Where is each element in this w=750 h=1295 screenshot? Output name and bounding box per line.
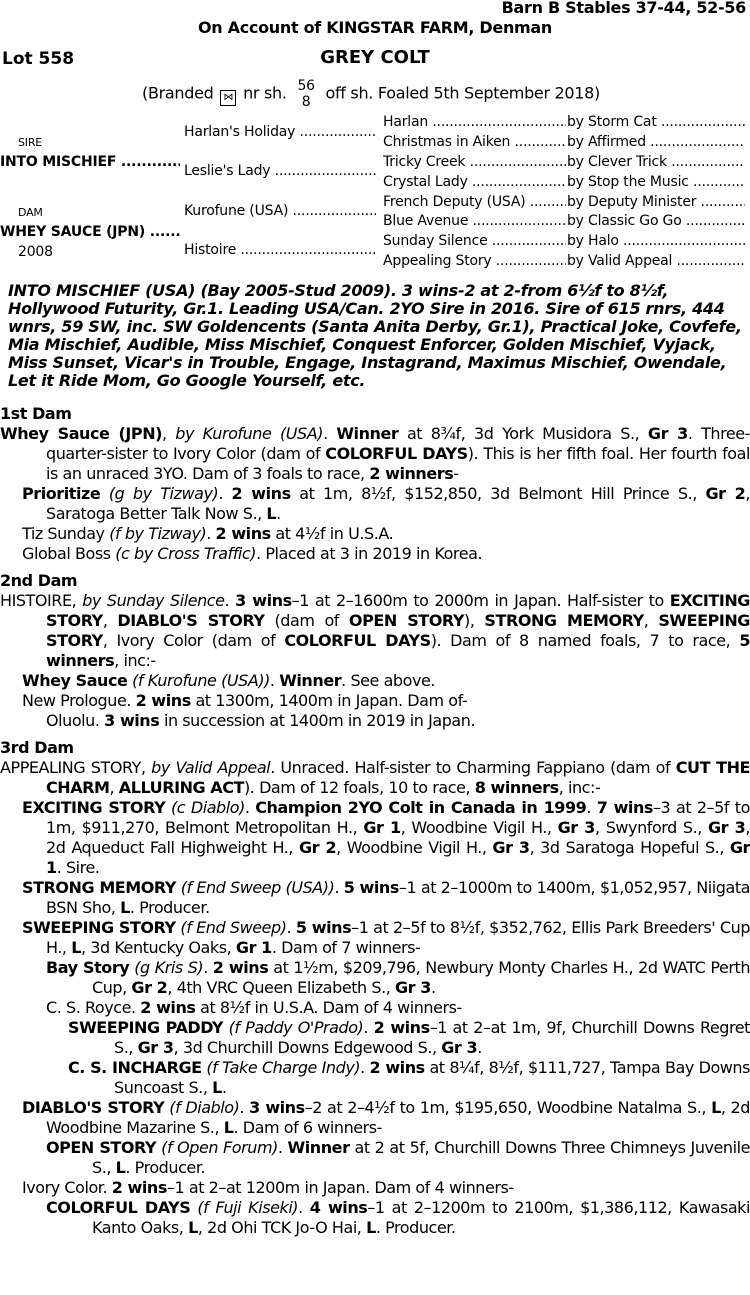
pedigree-g4: by Clever Trick ..... bbox=[567, 154, 745, 170]
progeny-entry: EXCITING STORY (c Diablo). Champion 2YO Colt in Canada in 1999. 7 wins–3 at 2–5f to 1m, $911,270, Belmont Metropolitan H., Gr 1, Woodbine Vigil H., Gr 3, Swynford S., Gr 3, 2d Aqueduct Fall Highweight H., Gr 2, Woodbine Vigil H., Gr 3, 3d Saratoga Hopeful S., Gr 1. Sire. bbox=[22, 798, 750, 877]
dam-name: WHEY SAUCE (JPN) ..... bbox=[0, 224, 180, 240]
pedigree-table bbox=[0, 112, 750, 274]
pedigree-g4: by Stop the Music ..... bbox=[567, 174, 745, 190]
pedigree-g4: by Storm Cat ..... bbox=[567, 114, 745, 130]
sire-label: SIRE bbox=[18, 136, 43, 149]
pedigree-g4: by Deputy Minister ..... bbox=[567, 194, 745, 210]
pedigree-g3: Sunday Silence ..... bbox=[383, 233, 566, 249]
progeny-entry: New Prologue. 2 wins at 1300m, 1400m in Japan. Dam of- bbox=[22, 691, 468, 710]
pedigree-g4: by Valid Appeal ..... bbox=[567, 253, 745, 269]
horse-title: GREY COLT bbox=[320, 47, 430, 68]
pedigree-g2: Histoire ..... bbox=[184, 242, 376, 258]
pedigree-g3: Blue Avenue ..... bbox=[383, 213, 566, 229]
progeny-entry: Prioritize (g by Tizway). 2 wins at 1m, 8½f, $152,850, 3d Belmont Hill Prince S., Gr 2, Saratoga Better Talk Now S., L. bbox=[22, 484, 750, 523]
progeny-entry: SWEEPING PADDY (f Paddy O'Prado). 2 wins–1 at 2–at 1m, 9f, Churchill Downs Regret S., Gr 3, 3d Churchill Downs Edgewood S., Gr 3. bbox=[68, 1018, 750, 1057]
progeny-entry: Global Boss (c by Cross Traffic). Placed at 3 in 2019 in Korea. bbox=[22, 544, 483, 563]
dam-entry: Whey Sauce (JPN), by Kurofune (USA). Winner at 8¾f, 3d York Musidora S., Gr 3. Three-quarter-sister to Ivory Color (dam of COLORFUL DAYS). This is her fifth foal. Her fourth foal is an unraced 3YO. Dam of 3 foals to race, 2 winners- bbox=[0, 424, 750, 483]
section-2nd-dam: 2nd Dam bbox=[0, 571, 78, 590]
brand-suffix: off sh. Foaled 5th September 2018) bbox=[325, 83, 600, 103]
dam-label: DAM bbox=[18, 206, 43, 219]
pedigree-g3: Crystal Lady ..... bbox=[383, 174, 566, 190]
progeny-entry: OPEN STORY (f Open Forum). Winner at 2 at 5f, Churchill Downs Three Chimneys Juvenile S., L. Producer. bbox=[46, 1138, 750, 1177]
progeny-entry: Tiz Sunday (f by Tizway). 2 wins at 4½f in U.S.A. bbox=[22, 524, 394, 543]
section-1st-dam: 1st Dam bbox=[0, 404, 72, 423]
sire-paragraph: INTO MISCHIEF (USA) (Bay 2005-Stud 2009). 3 wins-2 at 2-from 6½f to 8½f, Hollywood Futurity, Gr.1. Leading USA/Can. 2YO Sire in 2016. Sire of 615 rnrs, 444 wnrs, 59 SW, inc. SW Goldencents (Santa Anita Derby, Gr.1), Practical Joke, Covfefe, Mia Mischief, Audible, Miss Mischief, Conquest Enforcer, Golden Mischief, Vyjack, Miss Sunset, Vicar's in Trouble, Engage, Instagrand, Maximus Mischief, Owendale, Let it Ride Mom, Go Google Yourself, etc. bbox=[8, 281, 742, 390]
pedigree-g4: by Affirmed ..... bbox=[567, 134, 745, 150]
pedigree-g3: French Deputy (USA) ..... bbox=[383, 194, 566, 210]
brand-prefix: (Branded bbox=[142, 83, 214, 103]
brand-mark-icon: ⋈ bbox=[220, 90, 236, 106]
progeny-entry: Oluolu. 3 wins in succession at 1400m in 2019 in Japan. bbox=[46, 711, 476, 730]
progeny-entry: C. S. INCHARGE (f Take Charge Indy). 2 wins at 8¼f, 8½f, $111,727, Tampa Bay Downs Suncoast S., L. bbox=[68, 1058, 750, 1097]
lot-number: Lot 558 bbox=[2, 49, 75, 69]
pedigree-g3: Christmas in Aiken ..... bbox=[383, 134, 566, 150]
dam-entry: HISTOIRE, by Sunday Silence. 3 wins–1 at 2–1600m to 2000m in Japan. Half-sister to EXCITING STORY, DIABLO'S STORY (dam of OPEN STORY), STRONG MEMORY, SWEEPING STORY, Ivory Color (dam of COLORFUL DAYS). Dam of 8 named foals, 7 to race, 5 winners, inc:- bbox=[0, 591, 750, 670]
pedigree-g3: Tricky Creek ..... bbox=[383, 154, 566, 170]
dam-year: 2008 bbox=[18, 244, 53, 260]
section-3rd-dam: 3rd Dam bbox=[0, 738, 74, 757]
pedigree-g4: by Halo ..... bbox=[567, 233, 745, 249]
pedigree-g4: by Classic Go Go ..... bbox=[567, 213, 745, 229]
stables-heading: Barn B Stables 37-44, 52-56 bbox=[501, 0, 746, 17]
brand-fraction: 56 8 bbox=[297, 78, 315, 110]
brand-line bbox=[142, 78, 600, 110]
pedigree-g2: Kurofune (USA) ..... bbox=[184, 203, 376, 219]
account-heading: On Account of KINGSTAR FARM, Denman bbox=[197, 18, 553, 37]
dam-entry: APPEALING STORY, by Valid Appeal. Unraced. Half-sister to Charming Fappiano (dam of CUT THE CHARM, ALLURING ACT). Dam of 12 foals, 10 to race, 8 winners, inc:- bbox=[0, 758, 750, 797]
progeny-entry: DIABLO'S STORY (f Diablo). 3 wins–2 at 2–4½f to 1m, $195,650, Woodbine Natalma S., L, 2d Woodbine Mazarine S., L. Dam of 6 winners- bbox=[22, 1098, 750, 1137]
sire-name: INTO MISCHIEF ..... bbox=[0, 154, 180, 170]
pedigree-g3: Harlan ..... bbox=[383, 114, 566, 130]
pedigree-g2: Harlan's Holiday ..... bbox=[184, 124, 376, 140]
pedigree-g3: Appealing Story ..... bbox=[383, 253, 566, 269]
family-notes bbox=[0, 402, 750, 1238]
progeny-entry: SWEEPING STORY (f End Sweep). 5 wins–1 at 2–5f to 8½f, $352,762, Ellis Park Breeders' Cup H., L, 3d Kentucky Oaks, Gr 1. Dam of 7 winners- bbox=[22, 918, 750, 957]
pedigree-g2: Leslie's Lady ..... bbox=[184, 163, 376, 179]
progeny-entry: COLORFUL DAYS (f Fuji Kiseki). 4 wins–1 at 2–1200m to 2100m, $1,386,112, Kawasaki Kanto Oaks, L, 2d Ohi TCK Jo-O Hai, L. Producer. bbox=[46, 1198, 750, 1237]
brand-mid: nr sh. bbox=[243, 83, 287, 103]
progeny-entry: Ivory Color. 2 wins–1 at 2–at 1200m in Japan. Dam of 4 winners- bbox=[22, 1178, 514, 1197]
progeny-entry: Whey Sauce (f Kurofune (USA)). Winner. See above. bbox=[22, 671, 436, 690]
progeny-entry: Bay Story (g Kris S). 2 wins at 1½m, $209,796, Newbury Monty Charles H., 2d WATC Perth Cup, Gr 2, 4th VRC Queen Elizabeth S., Gr 3. bbox=[46, 958, 750, 997]
progeny-entry: STRONG MEMORY (f End Sweep (USA)). 5 wins–1 at 2–1000m to 1400m, $1,052,957, Niigata BSN Sho, L. Producer. bbox=[22, 878, 750, 917]
progeny-entry: C. S. Royce. 2 wins at 8½f in U.S.A. Dam of 4 winners- bbox=[46, 998, 462, 1017]
